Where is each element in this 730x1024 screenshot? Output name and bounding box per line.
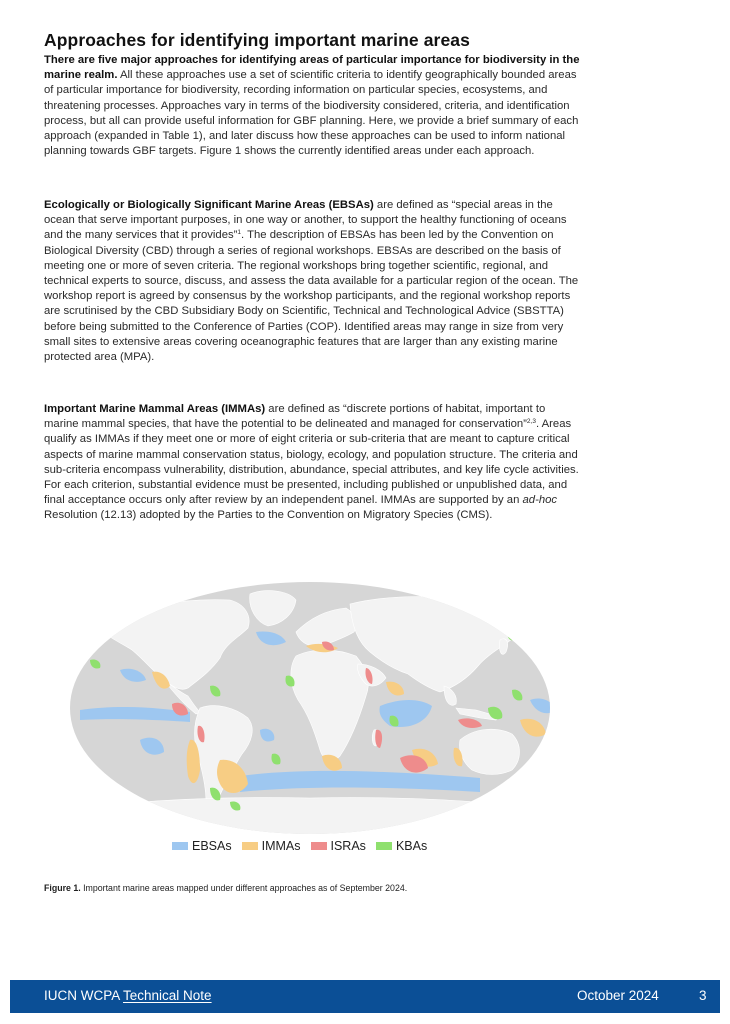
figure-caption-label: Figure 1. bbox=[44, 883, 81, 893]
intro-lead: There are five major approaches for identifying areas of particular importance for biodiversity in the marine realm. bbox=[44, 54, 580, 82]
page-number: 3 bbox=[699, 988, 707, 1003]
footer-series-prefix: IUCN WCPA bbox=[44, 988, 124, 1003]
legend-label-immas: IMMAs bbox=[261, 839, 301, 853]
imma-footnote-ref[interactable]: 2,3 bbox=[526, 418, 536, 426]
legend-ebsas bbox=[172, 839, 232, 853]
world-map bbox=[60, 580, 560, 835]
imma-body-2: . Areas qualify as IMMAs if they meet one or more of eight criteria or sub-criteria that are meant to capture critical aspects of marine mammal conservation status, biology, ecology, and population structure. The criteria and sub-criteria encompass vulnerability, distribution, abundance, special attributes, and key life cycle activities. For each criterion, substantial evidence must be presented, including published or unpublished data, and final acceptance occurs only after review by an independent panel. IMMAs are supported by an bbox=[44, 418, 579, 507]
intro-paragraph bbox=[44, 53, 580, 159]
page-title: Approaches for identifying important marine areas bbox=[44, 30, 470, 50]
legend-label-isras: ISRAs bbox=[330, 839, 366, 853]
imma-body-1: are defined as “discrete portions of habitat, important to marine mammal species, that have the potential to be delineated and managed for conservation” bbox=[44, 403, 546, 431]
legend-immas bbox=[242, 839, 301, 853]
legend-swatch-ebsas bbox=[172, 842, 188, 850]
footer-series bbox=[44, 988, 212, 1003]
new-zealand bbox=[531, 776, 536, 791]
legend-kbas bbox=[376, 839, 427, 853]
page-footer bbox=[10, 980, 720, 1013]
ebsa-body-2: . The description of EBSAs has been led by the Convention on Biological Diversity (CBD) through a series of regional workshops. EBSAs are described on the basis of meeting one or more of seven criteria. The regional workshops bring together scientific, regional, and technical experts to source, discuss, and assess the data available for a particular region of the ocean. The workshop report is agreed by consensus by the workshop participants, and the regional workshop reports are scrutinised by the CBD Subsidiary Body on Scientific, Technical and Technological Advice (SBSTTA) before being submitted to the Conference of Parties (COP). Identified areas may range in size from very small sites to extensive areas covering oceanographic features that are larger than any existing marine protected area (MPA). bbox=[44, 229, 579, 364]
intro-body: All these approaches use a set of scientific criteria to identify geographically bounded areas of particular importance for biodiversity, recording information on particular species, ecosystems, and threatening processes. Approaches vary in terms of the biodiversity considered, criteria, and identification process, but all can provide useful information for GBF planning. Here, we provide a brief summary of each approach (expanded in Table 1), and later discuss how these approaches can be used to inform national planning towards GBF targets. Figure 1 shows the currently identified areas under each approach. bbox=[44, 69, 579, 158]
imma-italic: ad-hoc bbox=[522, 494, 558, 507]
ebsa-body-1: are defined as “special areas in the ocean that serve important purposes, in one way or another, to support the healthy functioning of oceans and the many services that it provides” bbox=[44, 199, 567, 242]
legend-label-ebsas: EBSAs bbox=[192, 839, 232, 853]
imma-new-zealand bbox=[522, 776, 536, 795]
legend-swatch-kbas bbox=[376, 842, 392, 850]
ebsa-footnote-ref[interactable]: 1 bbox=[237, 229, 242, 237]
world-map-figure bbox=[60, 580, 560, 835]
ebsa-paragraph bbox=[44, 198, 580, 365]
legend-swatch-immas bbox=[242, 842, 258, 850]
footer-date: October 2024 bbox=[577, 988, 659, 1003]
legend-isras bbox=[311, 839, 366, 853]
legend-swatch-isras bbox=[311, 842, 327, 850]
footer-series-link[interactable]: Technical Note bbox=[123, 988, 212, 1003]
antarctica bbox=[60, 798, 560, 836]
figure-caption-text: Important marine areas mapped under different approaches as of September 2024. bbox=[80, 883, 408, 893]
figure-caption bbox=[44, 883, 407, 893]
imma-body-3: Resolution (12.13) adopted by the Parties to the Convention on Migratory Species (CMS). bbox=[44, 509, 493, 522]
imma-paragraph bbox=[44, 402, 580, 524]
ebsa-lead: Ecologically or Biologically Significant Marine Areas (EBSAs) bbox=[44, 199, 374, 211]
imma-lead: Important Marine Mammal Areas (IMMAs) bbox=[44, 403, 266, 415]
legend-label-kbas: KBAs bbox=[395, 839, 428, 853]
map-legend bbox=[172, 838, 427, 854]
